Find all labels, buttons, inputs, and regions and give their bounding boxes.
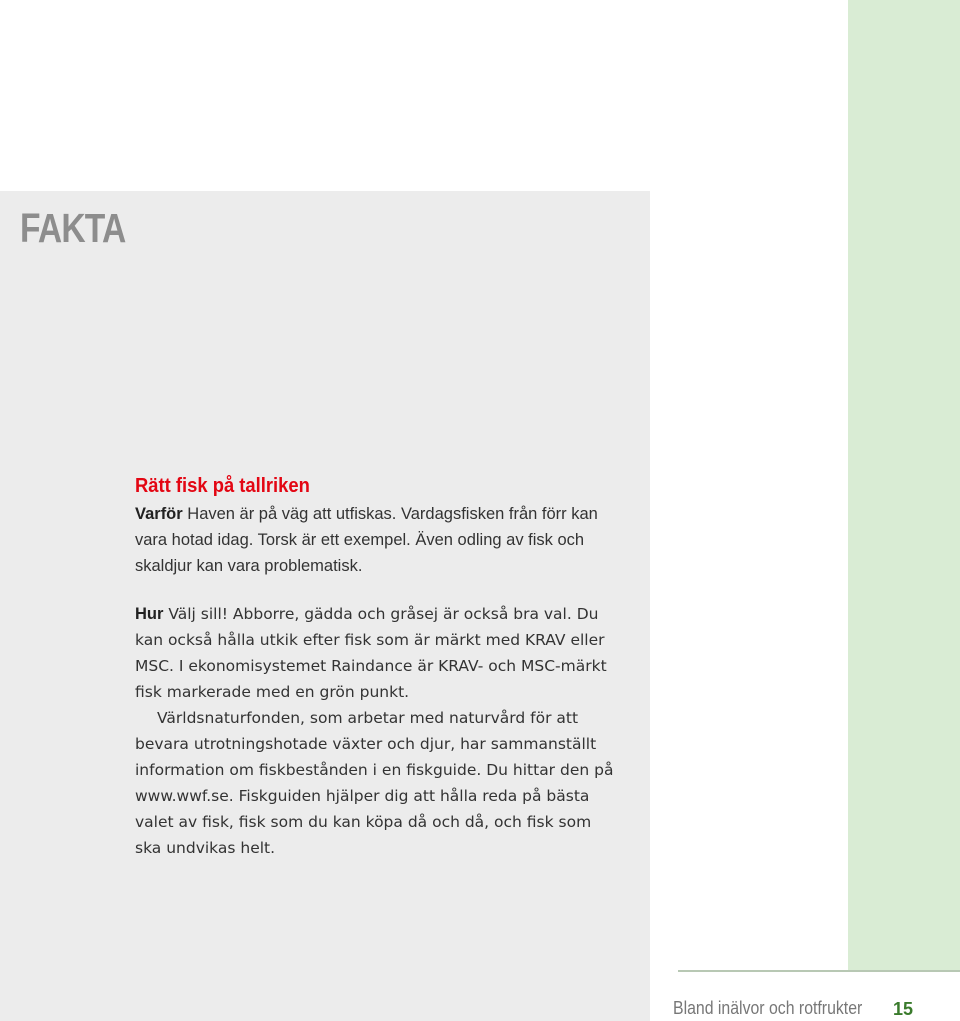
footer-title: Bland inälvor och rotfrukter xyxy=(673,998,863,1018)
page-number: 15 xyxy=(893,999,914,1019)
fakta-heading: FAKTA xyxy=(20,205,126,251)
fakta-article xyxy=(135,475,615,861)
paragraph-varfor xyxy=(135,501,615,579)
paragraph-text-hur: Välj sill! Abborre, gädda och gråsej är också bra val. Du kan också hålla utkik efter fisk som är märkt med KRAV eller MSC. I ekonomisystemet Raindance är KRAV- och MSC-märkt fisk markerade med en grön punkt. xyxy=(135,605,607,701)
footer-rule xyxy=(678,970,960,972)
paragraph-lead-hur: Hur xyxy=(135,605,164,623)
paragraph-wwf xyxy=(135,705,615,861)
paragraph-hur xyxy=(135,601,615,705)
paragraph-lead-varfor: Varför xyxy=(135,505,183,523)
paragraph-text-varfor: Haven är på väg att utfiskas. Vardagsfisken från förr kan vara hotad idag. Torsk är ett exempel. Även odling av fisk och skaldjur kan vara problematisk. xyxy=(135,505,598,575)
article-title: Rätt fisk på tallriken xyxy=(135,475,310,497)
side-color-strip xyxy=(848,0,960,970)
paragraph-text-wwf: Världsnaturfonden, som arbetar med naturvård för att bevara utrotningshotade växter och djur, har sammanställt information om fiskbestånden i en fiskguide. Du hittar den på www.wwf.se. Fiskguiden hjälper dig att hålla reda på bästa valet av fisk, fisk som du kan köpa då och då, och fisk som ska undvikas helt. xyxy=(135,709,614,857)
